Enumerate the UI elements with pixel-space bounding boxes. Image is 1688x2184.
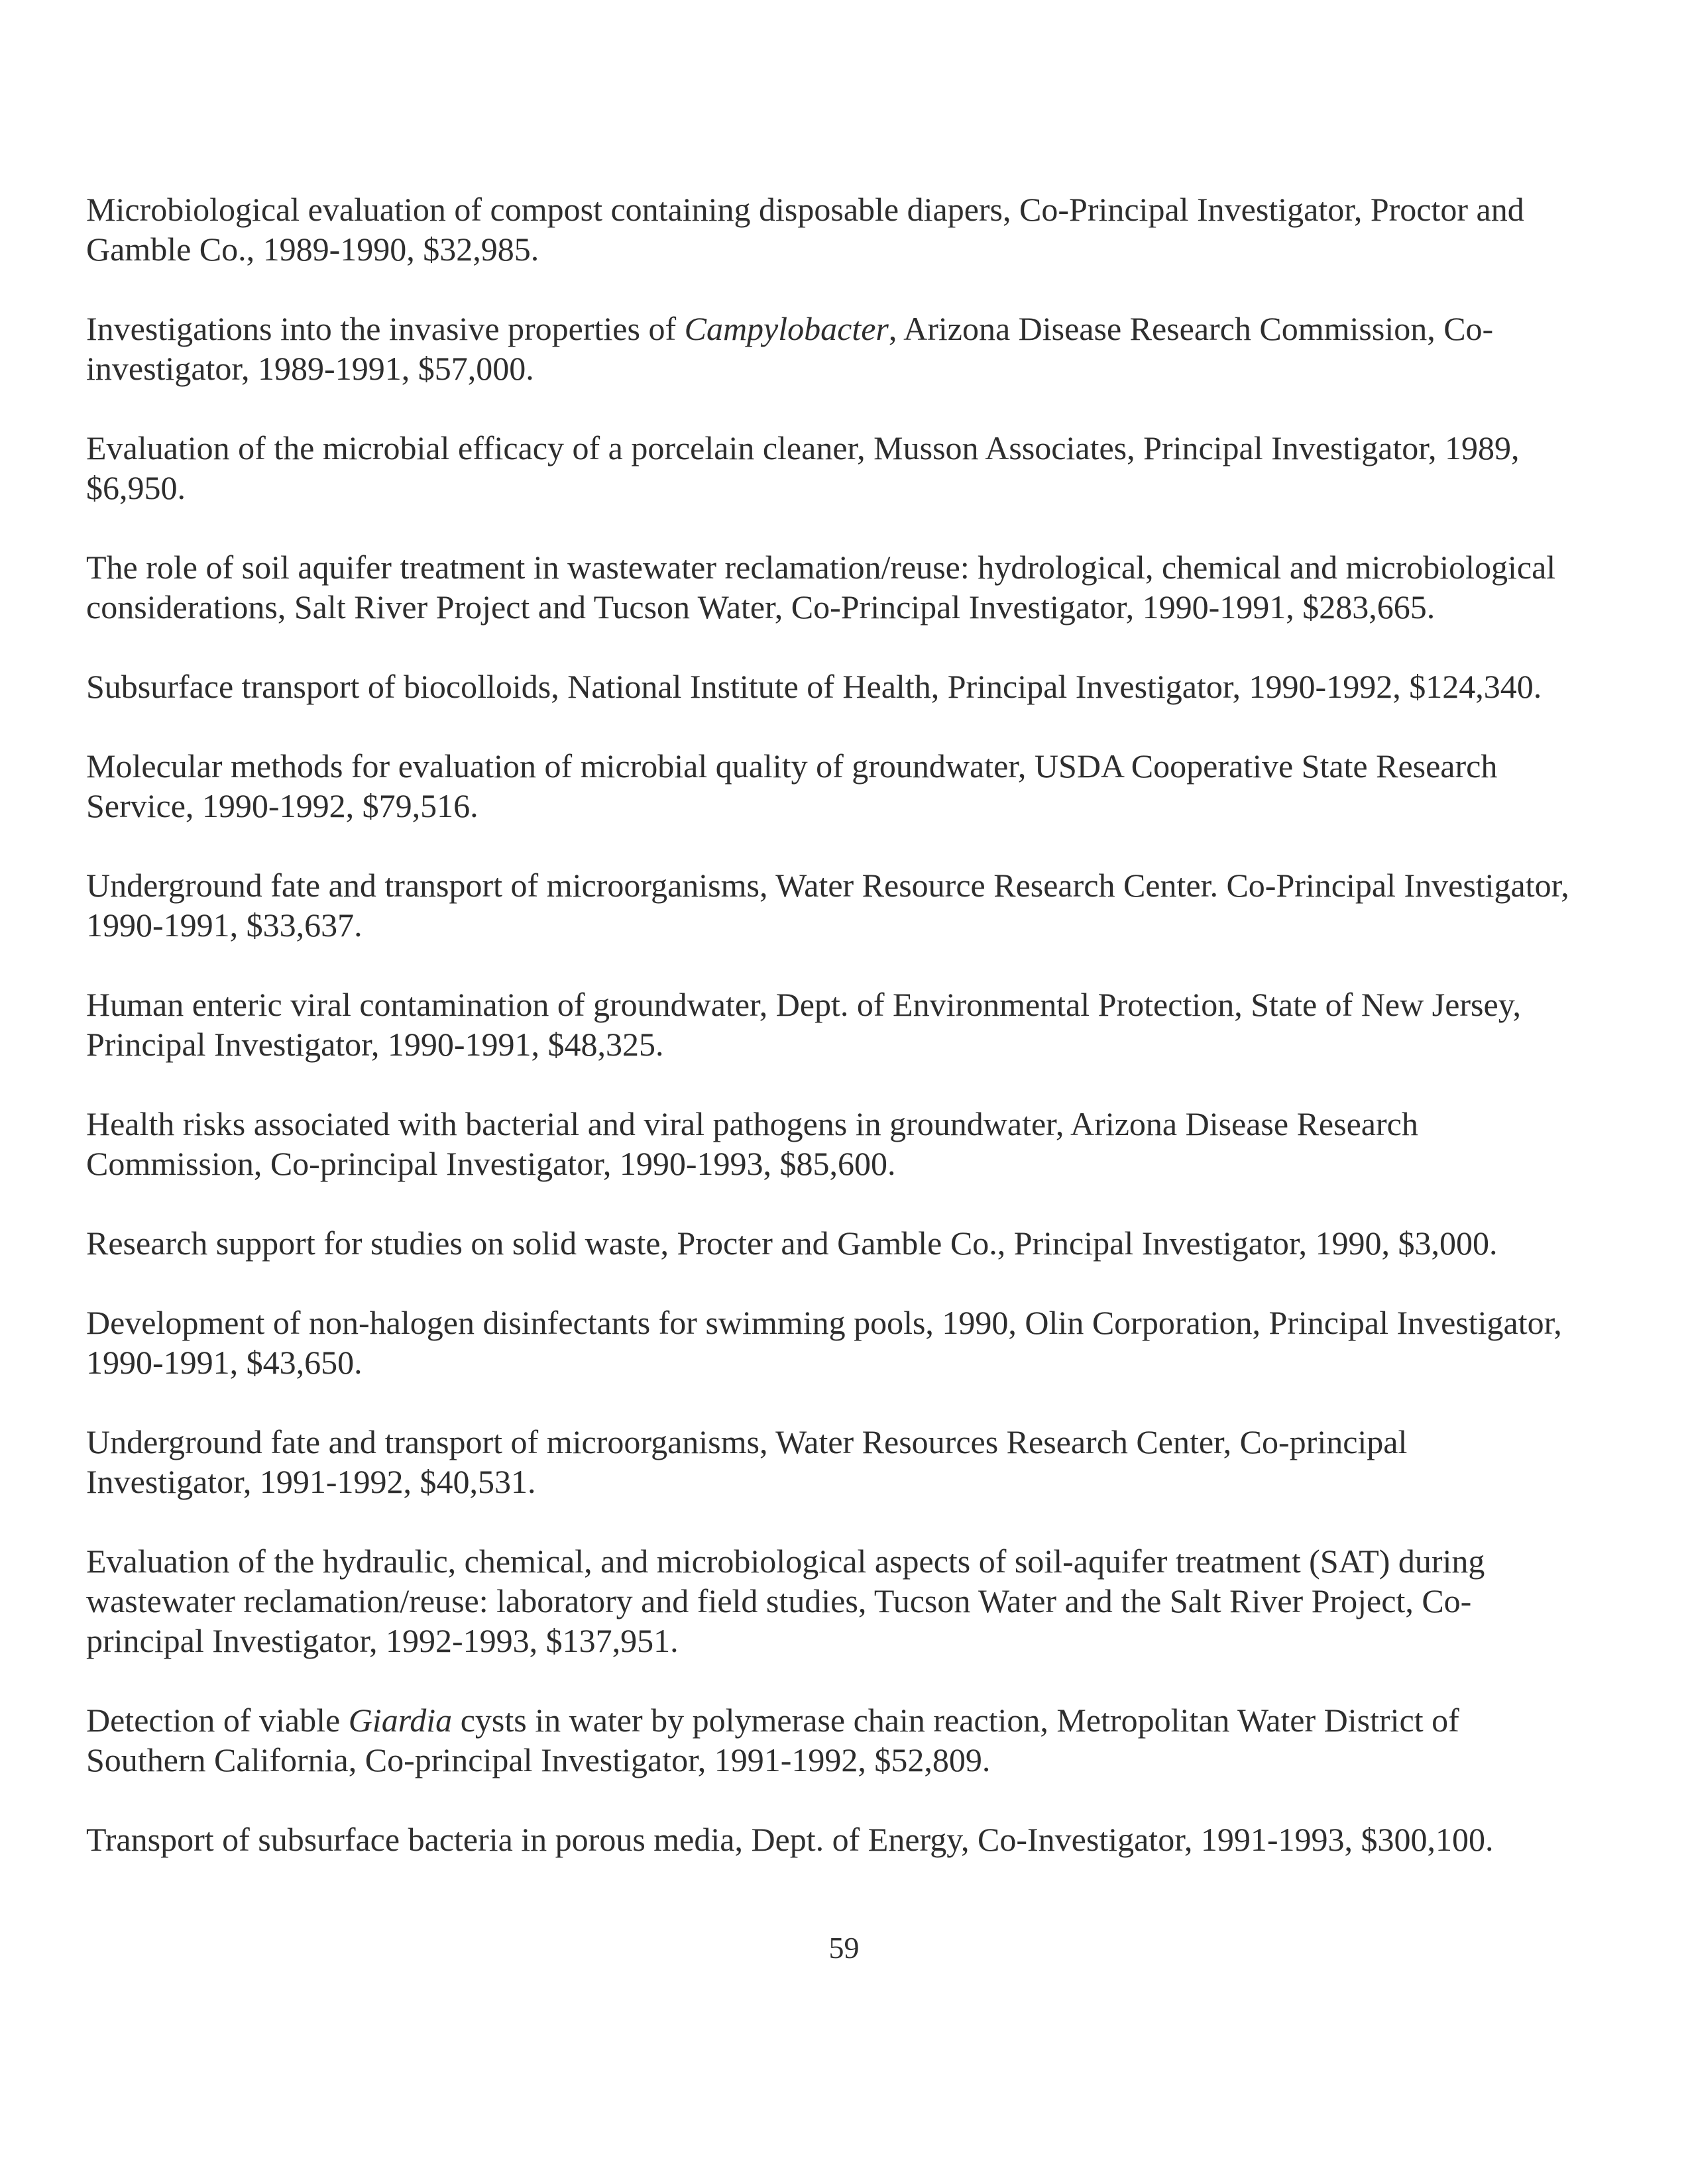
organism-name-italic: Giardia — [348, 1702, 453, 1739]
grant-list — [86, 190, 1577, 1859]
page-number: 59 — [828, 1931, 860, 1965]
grant-entry: Evaluation of the microbial efficacy of a porcelain cleaner, Musson Associates, Principal Investigator, 1989, $6,950. — [86, 429, 1520, 506]
organism-name-italic: Campylobacter — [684, 310, 889, 347]
entry-text: cysts in water by polymerase chain reaction, Metropolitan Water District of Southern California, Co-principal Investigator, 1991-1992, $52,809. — [86, 1702, 1459, 1778]
grant-entry — [86, 1700, 1577, 1780]
grant-entry: Health risks associated with bacterial and viral pathogens in groundwater, Arizona Disease Research Commission, Co-principal Investigator, 1990-1993, $85,600. — [86, 1105, 1418, 1182]
grant-entry: Research support for studies on solid waste, Procter and Gamble Co., Principal Investigator, 1990, $3,000. — [86, 1225, 1498, 1262]
entry-text: Detection of viable — [86, 1702, 349, 1739]
grant-entry: Underground fate and transport of microorganisms, Water Resource Research Center. Co-Principal Investigator, 1990-1991, $33,637. — [86, 867, 1569, 944]
grant-entry: Transport of subsurface bacteria in porous media, Dept. of Energy, Co-Investigator, 1991-1993, $300,100. — [86, 1821, 1494, 1858]
entry-text: , Arizona Disease Research Commission, Co-investigator, 1989-1991, $57,000. — [86, 310, 1494, 387]
grant-entry: The role of soil aquifer treatment in wastewater reclamation/reuse: hydrological, chemical and microbiological considerations, Salt River Project and Tucson Water, Co-Principal Investigator, 1990-1991, $283,665. — [86, 549, 1556, 626]
entry-text: Investigations into the invasive properties of — [86, 310, 685, 347]
grant-entry: Subsurface transport of biocolloids, National Institute of Health, Principal Investigator, 1990-1992, $124,340. — [86, 668, 1542, 705]
grant-entry: Underground fate and transport of microorganisms, Water Resources Research Center, Co-principal Investigator, 1991-1992, $40,531. — [86, 1423, 1408, 1500]
grant-entry: Human enteric viral contamination of groundwater, Dept. of Environmental Protection, State of New Jersey, Principal Investigator, 1990-1991, $48,325. — [86, 986, 1521, 1063]
grant-entry: Molecular methods for evaluation of microbial quality of groundwater, USDA Cooperative State Research Service, 1990-1992, $79,516. — [86, 747, 1498, 824]
grant-entry — [86, 309, 1577, 388]
grant-entry: Evaluation of the hydraulic, chemical, and microbiological aspects of soil-aquifer treatment (SAT) during wastewater reclamation/reuse: laboratory and field studies, Tucson Water and the Salt River Project, Co-principal Investigator, 1992-1993, $137,951. — [86, 1543, 1485, 1659]
grant-entry: Development of non-halogen disinfectants for swimming pools, 1990, Olin Corporation, Principal Investigator, 1990-1991, $43,650. — [86, 1304, 1562, 1381]
grant-entry: Microbiological evaluation of compost containing disposable diapers, Co-Principal Investigator, Proctor and Gamble Co., 1989-1990, $32,985. — [86, 191, 1524, 268]
